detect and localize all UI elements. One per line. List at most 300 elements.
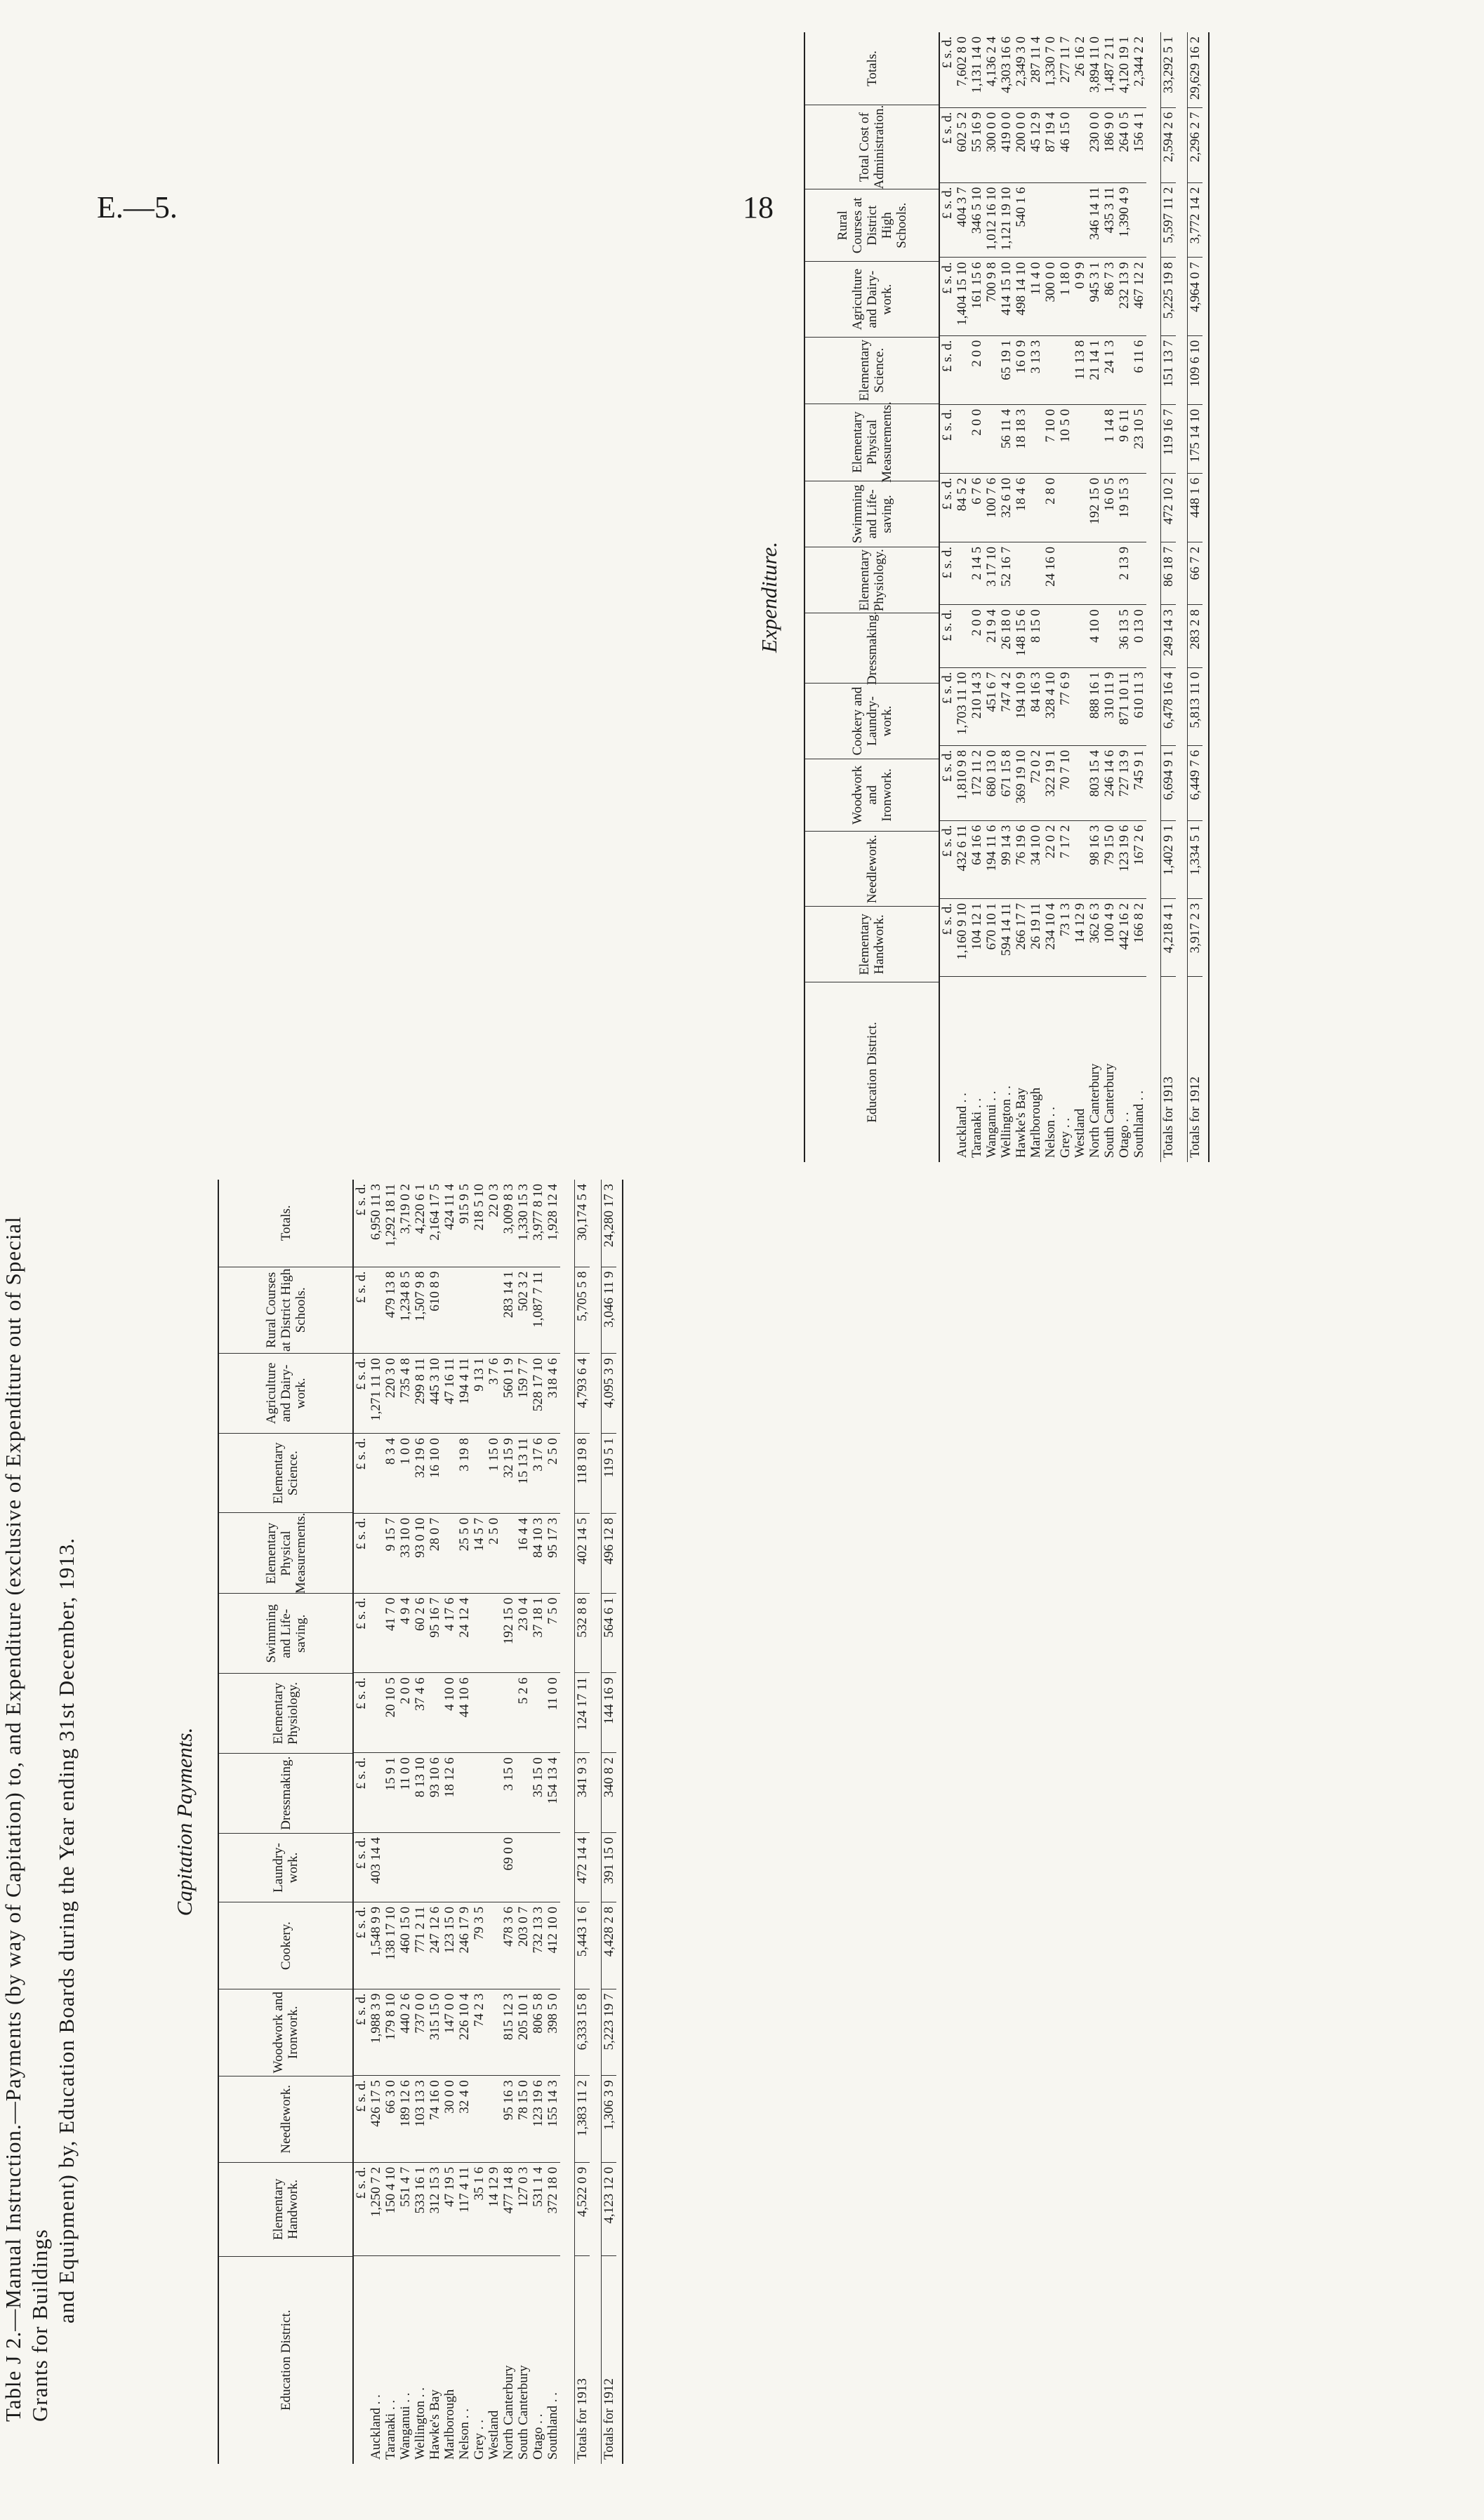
amount-cell (486, 1267, 501, 1354)
amount-cell: 19 15 3 (1117, 473, 1132, 542)
unit-cell: £ s. d. (354, 1832, 369, 1902)
amount-cell: 472 10 2 (1160, 473, 1176, 542)
table-row (1073, 32, 1087, 1162)
amount-cell: 803 15 4 (1087, 745, 1102, 820)
amount-cell: 9 6 11 (1117, 404, 1132, 473)
amount-cell: 1,487 2 11 (1102, 36, 1117, 93)
amount-cell: 9 13 1 (472, 1353, 486, 1433)
column-header: Needlework. (805, 831, 939, 907)
table-row (1117, 32, 1132, 1162)
amount-cell: 123 15 0 (442, 1902, 457, 1989)
amount-cell: 1,160 9 10 (955, 898, 969, 976)
amount-cell: 247 12 6 (428, 1902, 442, 1989)
amount-cell: 3,917 2 3 (1187, 898, 1203, 976)
amount-cell: 23 10 5 (1132, 404, 1146, 473)
district-cell: Auckland . . (955, 976, 969, 1162)
amount-cell: 5,223 19 7 (601, 1989, 616, 2076)
amount-cell: 610 11 3 (1132, 667, 1146, 745)
unit-cell: £ s. d. (940, 107, 955, 182)
amount-cell (472, 1752, 486, 1832)
amount-cell: 109 6 10 (1187, 335, 1203, 404)
amount-cell: 79 15 0 (1102, 820, 1117, 898)
amount-cell: 72 0 2 (1028, 745, 1043, 820)
amount-cell (486, 1593, 501, 1673)
amount-cell: 33 10 0 (398, 1513, 413, 1593)
column-header: Cookery. (219, 1902, 352, 1989)
amount-cell (369, 1672, 383, 1752)
amount-cell: 25 5 0 (457, 1513, 472, 1593)
table-row (413, 1180, 428, 2464)
column-header: Elementary Physiology. (805, 547, 939, 613)
unit-row (940, 32, 955, 1162)
amount-cell (398, 1832, 413, 1902)
district-cell: Totals for 1912 (1187, 976, 1203, 1162)
district-cell: South Canterbury (516, 2255, 531, 2464)
amount-cell: 299 8 11 (413, 1353, 428, 1433)
column-header: Needlework. (219, 2076, 352, 2163)
amount-cell (1028, 182, 1043, 258)
amount-cell: 328 4 10 (1043, 667, 1058, 745)
amount-cell: 1,404 15 10 (955, 257, 969, 335)
unit-cell: £ s. d. (354, 2162, 369, 2256)
amount-cell: 671 15 8 (999, 745, 1014, 820)
district-cell: Totals for 1912 (601, 2255, 616, 2464)
amount-cell: 3,772 14 2 (1187, 182, 1203, 258)
amount-cell: 119 5 1 (601, 1433, 616, 1513)
amount-cell: 73 1 3 (1058, 898, 1073, 976)
amount-cell: 815 12 3 (501, 1989, 516, 2076)
amount-cell: 6,449 7 6 (1187, 745, 1203, 820)
amount-cell: 26 18 0 (999, 604, 1014, 667)
amount-cell: 95 17 3 (545, 1513, 560, 1593)
amount-cell: 5,813 11 0 (1187, 667, 1203, 745)
amount-cell: 3 17 10 (984, 542, 999, 604)
amount-cell: 69 0 0 (501, 1832, 516, 1902)
amount-cell: 103 13 3 (413, 2075, 428, 2162)
amount-cell (984, 335, 999, 404)
district-cell: Westland (486, 2255, 501, 2464)
amount-cell (1073, 107, 1087, 182)
unit-cell: £ s. d. (354, 1513, 369, 1593)
unit-cell: £ s. d. (940, 667, 955, 745)
amount-cell: 1 18 0 (1058, 257, 1073, 335)
amount-cell: 1,548 9 9 (369, 1902, 383, 1989)
amount-cell (1073, 604, 1087, 667)
amount-cell: 30,174 5 4 (574, 1180, 590, 1267)
amount-cell (486, 1672, 501, 1752)
amount-cell: 205 10 1 (516, 1989, 531, 2076)
amount-cell (486, 1832, 501, 1902)
amount-cell (442, 1433, 457, 1513)
amount-cell: 230 0 0 (1087, 107, 1102, 182)
amount-cell: 5,225 19 8 (1160, 257, 1176, 335)
amount-cell: 32 4 0 (457, 2075, 472, 2162)
amount-cell (457, 1267, 472, 1354)
amount-cell: 680 13 0 (984, 745, 999, 820)
unit-row (354, 1180, 369, 2464)
amount-cell: 283 14 1 (501, 1267, 516, 1354)
column-header: Elementary Handwork. (805, 907, 939, 982)
amount-cell (984, 404, 999, 473)
amount-cell: 66 3 0 (383, 2075, 398, 2162)
amount-cell (369, 1433, 383, 1513)
amount-cell: 398 5 0 (545, 1989, 560, 2076)
amount-cell: 3 19 8 (457, 1433, 472, 1513)
amount-cell: 138 17 10 (383, 1902, 398, 1989)
amount-cell: 283 2 8 (1187, 604, 1203, 667)
amount-cell: 118 19 8 (574, 1433, 590, 1513)
amount-cell: 46 15 0 (1058, 107, 1073, 182)
amount-cell: 531 1 4 (531, 2162, 545, 2256)
amount-cell: 404 3 7 (955, 182, 969, 258)
amount-cell: 445 3 10 (428, 1353, 442, 1433)
table-row (442, 1180, 457, 2464)
totals-row (1181, 32, 1210, 1162)
unit-spacer (940, 976, 955, 1162)
district-cell: Grey . . (472, 2255, 486, 2464)
amount-cell: 477 14 8 (501, 2162, 516, 2256)
amount-cell (501, 1672, 516, 1752)
capitation-section (0, 1180, 1484, 2464)
amount-cell: 74 2 3 (472, 1989, 486, 2076)
amount-cell: 2,164 17 5 (428, 1184, 442, 1241)
amount-cell: 1,383 11 2 (574, 2075, 590, 2162)
amount-cell: 26 16 2 (1073, 36, 1087, 77)
amount-cell: 194 10 9 (1014, 667, 1028, 745)
amount-cell: 14 12 9 (486, 2162, 501, 2256)
amount-cell: 93 10 6 (428, 1752, 442, 1832)
amount-cell: 346 5 10 (969, 182, 984, 258)
amount-cell (486, 1902, 501, 1989)
amount-cell: 84 16 3 (1028, 667, 1043, 745)
unit-cell: £ s. d. (940, 473, 955, 542)
amount-cell: 11 0 0 (398, 1752, 413, 1832)
column-header: Elementary Science. (219, 1433, 352, 1513)
table-row (486, 1180, 501, 2464)
column-header: Swimming and Life-saving. (805, 481, 939, 547)
amount-cell: 150 4 10 (383, 2162, 398, 2256)
amount-cell: 4,428 2 8 (601, 1902, 616, 1989)
amount-cell (1058, 473, 1073, 542)
amount-cell: 124 17 11 (574, 1672, 590, 1752)
amount-cell: 1,087 7 11 (531, 1267, 545, 1354)
amount-cell (486, 2075, 501, 2162)
amount-cell: 2,594 2 6 (1160, 107, 1176, 182)
amount-cell: 4 17 6 (442, 1593, 457, 1673)
amount-cell: 1,330 7 0 (1043, 36, 1058, 87)
amount-cell (1073, 745, 1087, 820)
amount-cell: 0 9 9 (1073, 257, 1087, 335)
amount-cell: 203 0 7 (516, 1902, 531, 1989)
amount-cell: 44 10 6 (457, 1672, 472, 1752)
amount-cell: 496 12 8 (601, 1513, 616, 1593)
amount-cell: 1,250 7 2 (369, 2162, 383, 2256)
amount-cell: 2 14 5 (969, 542, 984, 604)
amount-cell: 3,046 11 9 (601, 1267, 616, 1354)
district-cell: Southland . . (545, 2255, 560, 2464)
amount-cell: 1,988 3 9 (369, 1989, 383, 2076)
table-row (428, 1180, 442, 2464)
table-row (1014, 32, 1028, 1162)
amount-cell: 22 0 3 (486, 1184, 501, 1218)
table-row (969, 32, 984, 1162)
amount-cell: 16 0 9 (1014, 335, 1028, 404)
amount-cell: 220 3 0 (383, 1353, 398, 1433)
amount-cell: 467 12 2 (1132, 257, 1146, 335)
column-header: Rural Courses at District High Schools. (805, 189, 939, 261)
amount-cell (531, 1832, 545, 1902)
district-cell: Wellington . . (999, 976, 1014, 1162)
amount-cell: 2 0 0 (398, 1672, 413, 1752)
district-cell: North Canterbury (501, 2255, 516, 2464)
amount-cell (369, 1593, 383, 1673)
amount-cell: 806 5 8 (531, 1989, 545, 2076)
amount-cell: 47 19 5 (442, 2162, 457, 2256)
amount-cell: 64 16 6 (969, 820, 984, 898)
amount-cell: 2 13 9 (1117, 542, 1132, 604)
district-cell: Otago . . (531, 2255, 545, 2464)
amount-cell: 1,330 15 3 (516, 1184, 531, 1241)
table-title-line1: Table J 2.—Manual Instruction.—Payments (by way of Capitation) to, and Expenditure (exclusive of Expenditure out of Special Grants for Buildings (1, 1216, 52, 2422)
amount-cell: 771 2 11 (413, 1902, 428, 1989)
amount-cell (1043, 182, 1058, 258)
amount-cell: 186 9 0 (1102, 107, 1117, 182)
district-cell: Totals for 1913 (1160, 976, 1176, 1162)
amount-cell: 65 19 1 (999, 335, 1014, 404)
amount-cell: 74 16 0 (428, 2075, 442, 2162)
amount-cell: 87 19 4 (1043, 107, 1058, 182)
amount-cell: 41 7 0 (383, 1593, 398, 1673)
district-cell: Hawke's Bay (428, 2255, 442, 2464)
column-header: Elementary Handwork. (219, 2162, 352, 2255)
amount-cell: 602 5 2 (955, 107, 969, 182)
amount-cell: 346 14 11 (1087, 182, 1102, 258)
amount-cell: 533 16 1 (413, 2162, 428, 2256)
amount-cell (955, 542, 969, 604)
column-header: Rural Courses at District High Schools. (219, 1267, 352, 1354)
amount-cell: 472 14 4 (574, 1832, 590, 1902)
amount-cell: 200 0 0 (1014, 107, 1028, 182)
amount-cell (1028, 542, 1043, 604)
amount-cell (1132, 473, 1146, 542)
amount-cell: 24 1 3 (1102, 335, 1117, 404)
amount-cell: 9 15 7 (383, 1513, 398, 1593)
table-row (369, 1180, 383, 2464)
unit-cell: £ s. d. (354, 1593, 369, 1673)
amount-cell: 159 7 7 (516, 1353, 531, 1433)
row-gap (560, 1180, 569, 2464)
unit-cell: £ s. d. (940, 604, 955, 667)
amount-cell (472, 1832, 486, 1902)
amount-cell: 10 5 0 (1058, 404, 1073, 473)
amount-cell: 2 0 0 (969, 404, 984, 473)
amount-cell: 391 15 0 (601, 1832, 616, 1902)
amount-cell: 502 3 2 (516, 1267, 531, 1354)
amount-cell: 315 15 0 (428, 1989, 442, 2076)
amount-cell: 95 16 3 (501, 2075, 516, 2162)
amount-cell (1028, 473, 1043, 542)
district-cell: Taranaki . . (383, 2255, 398, 2464)
amount-cell (1073, 473, 1087, 542)
amount-cell: 362 6 3 (1087, 898, 1102, 976)
amount-cell: 192 15 0 (1087, 473, 1102, 542)
amount-cell: 234 10 4 (1043, 898, 1058, 976)
amount-cell: 3 17 6 (531, 1433, 545, 1513)
district-cell: Marlborough (1028, 976, 1043, 1162)
amount-cell: 18 18 3 (1014, 404, 1028, 473)
amount-cell: 22 0 2 (1043, 820, 1058, 898)
amount-cell: 166 8 2 (1132, 898, 1146, 976)
amount-cell: 70 7 10 (1058, 745, 1073, 820)
district-cell: Wanganui . . (398, 2255, 413, 2464)
amount-cell: 30 0 0 (442, 2075, 457, 2162)
table-row (1028, 32, 1043, 1162)
amount-cell: 52 16 7 (999, 542, 1014, 604)
amount-cell: 528 17 10 (531, 1353, 545, 1433)
column-header: Laundry-work. (219, 1833, 352, 1902)
table-title-line2: and Equipment) by, Education Boards during the Year ending 31st December, 1913. (54, 1537, 79, 2324)
unit-cell: £ s. d. (940, 257, 955, 335)
amount-cell: 341 9 3 (574, 1752, 590, 1832)
unit-cell: £ s. d. (354, 2075, 369, 2162)
amount-cell (955, 604, 969, 667)
amount-cell: 144 16 9 (601, 1672, 616, 1752)
amount-cell: 155 14 3 (545, 2075, 560, 2162)
amount-cell: 84 5 2 (955, 473, 969, 542)
amount-cell: 47 16 11 (442, 1353, 457, 1433)
amount-cell: 4,964 0 7 (1187, 257, 1203, 335)
amount-cell: 7,602 8 0 (955, 36, 969, 87)
amount-cell (472, 1433, 486, 1513)
amount-cell (1117, 335, 1132, 404)
amount-cell: 2 5 0 (545, 1433, 560, 1513)
district-cell: Grey . . (1058, 976, 1073, 1162)
column-header: Education District. (805, 982, 939, 1162)
amount-cell: 915 9 5 (457, 1184, 472, 1224)
unit-cell: £ s. d. (354, 1184, 369, 1216)
amount-cell: 32 19 6 (413, 1433, 428, 1513)
amount-cell: 246 17 9 (457, 1902, 472, 1989)
amount-cell: 318 4 6 (545, 1353, 560, 1433)
amount-cell: 151 13 7 (1160, 335, 1176, 404)
unit-spacer (354, 2255, 369, 2464)
amount-cell (545, 1267, 560, 1354)
capitation-table (218, 1180, 623, 2464)
column-header: Woodwork and Ironwork. (219, 1989, 352, 2076)
unit-cell: £ s. d. (354, 1433, 369, 1513)
amount-cell: 424 11 4 (442, 1184, 457, 1230)
table-row (1058, 32, 1073, 1162)
amount-cell: 93 0 10 (413, 1513, 428, 1593)
amount-cell: 18 12 6 (442, 1752, 457, 1832)
amount-cell: 322 19 1 (1043, 745, 1058, 820)
amount-cell: 414 15 10 (999, 257, 1014, 335)
column-header: Education District. (219, 2256, 352, 2464)
district-cell: South Canterbury (1102, 976, 1117, 1162)
totals-row (569, 1180, 595, 2464)
district-cell: North Canterbury (1087, 976, 1102, 1162)
amount-cell (442, 1513, 457, 1593)
amount-cell: 2 0 0 (969, 604, 984, 667)
amount-cell: 26 19 11 (1028, 898, 1043, 976)
amount-cell: 277 11 7 (1058, 36, 1073, 83)
column-header: Agriculture and Dairy-work. (805, 261, 939, 337)
amount-cell: 432 6 11 (955, 820, 969, 898)
amount-cell: 5,443 1 6 (574, 1902, 590, 1989)
amount-cell: 426 17 5 (369, 2075, 383, 2162)
amount-cell: 560 1 9 (501, 1353, 516, 1433)
amount-cell: 1,292 18 11 (383, 1184, 398, 1247)
amount-cell: 4,095 3 9 (601, 1353, 616, 1433)
amount-cell: 194 11 6 (984, 820, 999, 898)
amount-cell: 37 18 1 (531, 1593, 545, 1673)
amount-cell (1028, 404, 1043, 473)
unit-cell: £ s. d. (354, 1989, 369, 2076)
amount-cell: 36 13 5 (1117, 604, 1132, 667)
amount-cell: 147 0 0 (442, 1989, 457, 2076)
district-cell: Southland . . (1132, 976, 1146, 1162)
district-cell: Westland (1073, 976, 1087, 1162)
amount-cell: 564 6 1 (601, 1593, 616, 1673)
amount-cell (1058, 335, 1073, 404)
amount-cell: 266 17 7 (1014, 898, 1028, 976)
amount-cell: 1,121 19 10 (999, 182, 1014, 258)
page-number: 18 (743, 190, 774, 225)
amount-cell: 100 7 6 (984, 473, 999, 542)
amount-cell: 16 10 0 (428, 1433, 442, 1513)
amount-cell: 448 1 6 (1187, 473, 1203, 542)
amount-cell: 5,705 5 8 (574, 1267, 590, 1354)
amount-cell: 66 7 2 (1187, 542, 1203, 604)
amount-cell: 540 1 6 (1014, 182, 1028, 258)
amount-cell: 440 2 6 (398, 1989, 413, 2076)
amount-cell: 55 16 9 (969, 107, 984, 182)
column-header: Totals. (278, 1205, 293, 1241)
amount-cell: 670 10 1 (984, 898, 999, 976)
expenditure-section (0, 32, 1484, 1162)
amount-cell: 498 14 10 (1014, 257, 1028, 335)
amount-cell: 4 9 4 (398, 1593, 413, 1673)
totals-row (1155, 32, 1181, 1162)
amount-cell: 154 13 4 (545, 1752, 560, 1832)
amount-cell: 6,478 16 4 (1160, 667, 1176, 745)
unit-cell: £ s. d. (940, 745, 955, 820)
amount-cell: 24 16 0 (1043, 542, 1058, 604)
amount-cell: 246 14 6 (1102, 745, 1117, 820)
amount-cell (1132, 182, 1146, 258)
amount-cell: 11 0 0 (545, 1672, 560, 1752)
amount-cell: 123 19 6 (531, 2075, 545, 2162)
column-header: Cookery and Laundry-work. (805, 683, 939, 759)
amount-cell: 479 13 8 (383, 1267, 398, 1354)
amount-cell: 1 14 8 (1102, 404, 1117, 473)
amount-cell: 412 10 0 (545, 1902, 560, 1989)
column-header: Elementary Science. (805, 337, 939, 404)
district-cell: Hawke's Bay (1014, 976, 1028, 1162)
amount-cell (501, 1513, 516, 1593)
amount-cell: 37 4 6 (413, 1672, 428, 1752)
amount-cell: 4,793 6 4 (574, 1353, 590, 1433)
amount-cell (1073, 182, 1087, 258)
amount-cell: 175 14 10 (1187, 404, 1203, 473)
amount-cell: 2 5 0 (486, 1513, 501, 1593)
amount-cell: 435 3 11 (1102, 182, 1117, 258)
amount-cell: 24 12 4 (457, 1593, 472, 1673)
amount-cell: 33,292 5 1 (1160, 32, 1176, 107)
amount-cell: 6,950 11 3 (369, 1184, 383, 1241)
column-header: Woodwork and Ironwork. (805, 759, 939, 831)
amount-cell: 7 17 2 (1058, 820, 1073, 898)
